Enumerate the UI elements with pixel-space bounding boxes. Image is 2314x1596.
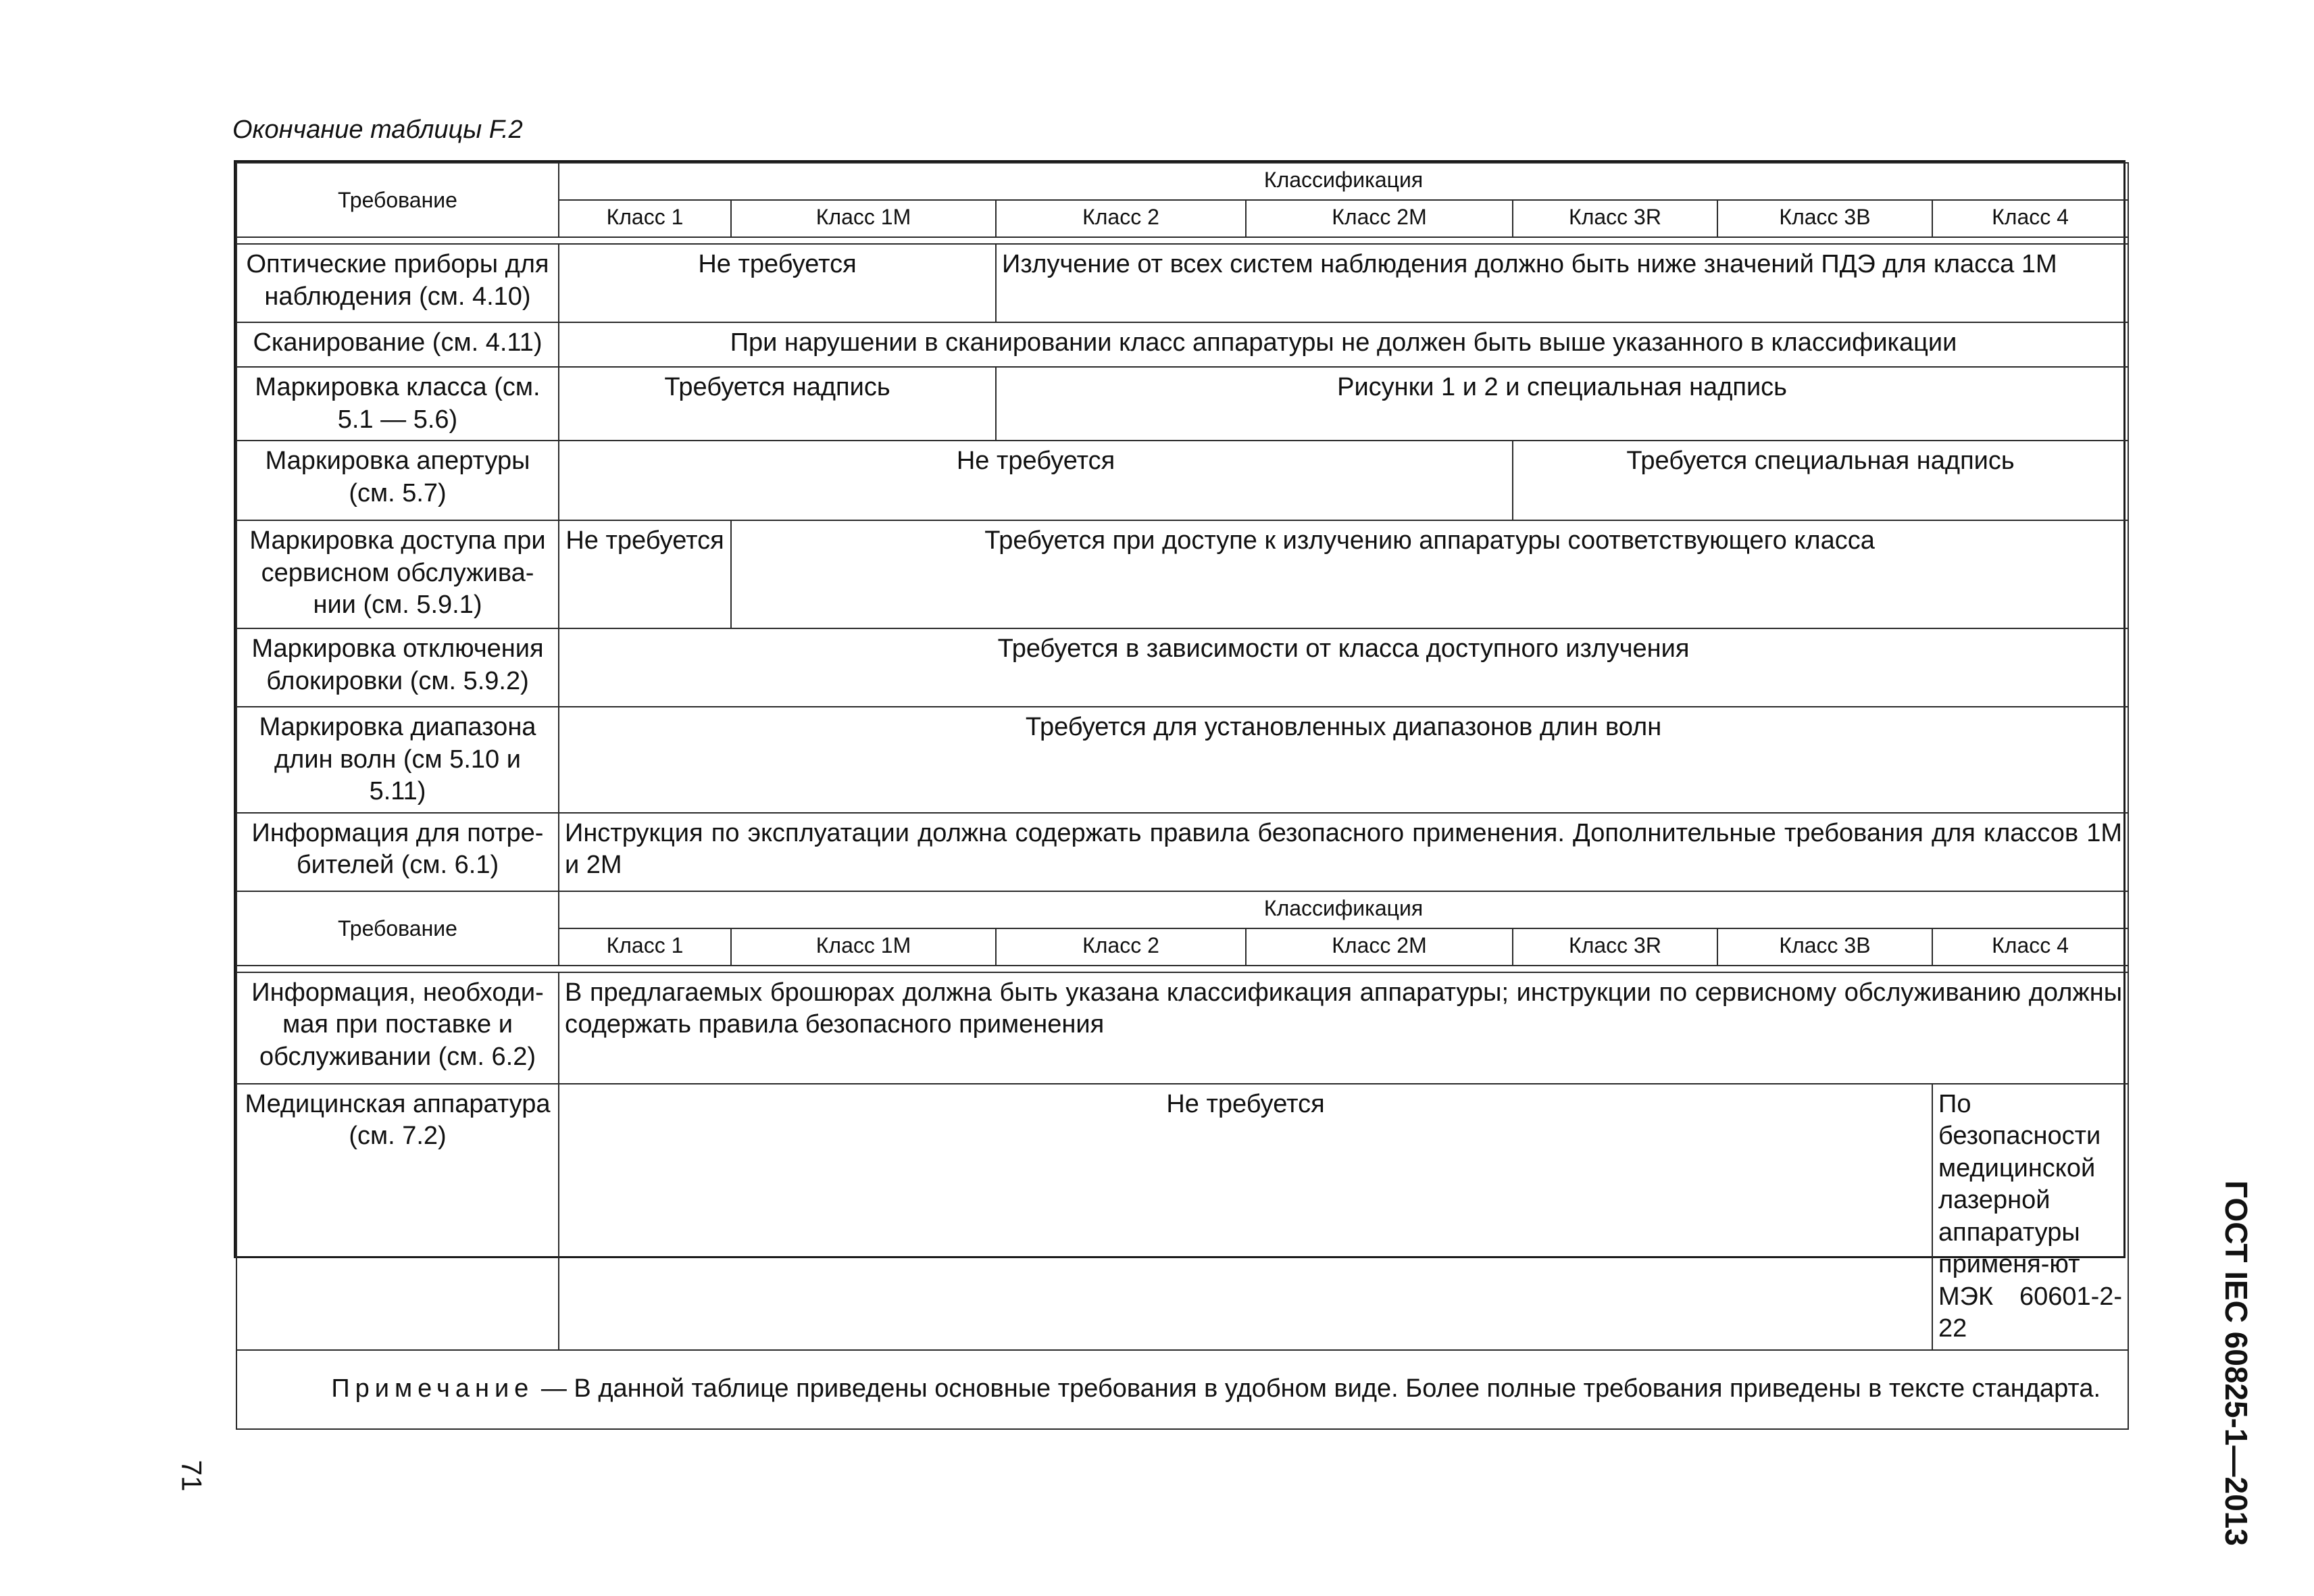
row-class-marking-classes-2-4: Рисунки 1 и 2 и специальная надпись xyxy=(996,367,2128,441)
row-aperture-requirement: Маркировка апертуры (см. 5.7) xyxy=(236,441,559,520)
repeat-header-class-2m: Класс 2М xyxy=(1246,928,1513,966)
repeat-header-class-3r: Класс 3R xyxy=(1513,928,1717,966)
header-class-2m: Класс 2М xyxy=(1246,200,1513,237)
note-row xyxy=(236,1350,2128,1429)
header-class-2: Класс 2 xyxy=(996,200,1246,237)
table-caption: Окончание таблицы F.2 xyxy=(232,116,523,144)
header-class-1m: Класс 1М xyxy=(731,200,996,237)
header-class-3r: Класс 3R xyxy=(1513,200,1717,237)
row-user-info-all-classes: Инструкция по эксплуатации должна содержать правила безопасного применения. Дополнительные требования для классов 1М и 2М xyxy=(559,813,2128,891)
repeat-header-requirement: Требование xyxy=(236,891,559,966)
header-class-3b: Класс 3В xyxy=(1717,200,1932,237)
row-optics-requirement: Оптические приборы для наблюдения (см. 4.10) xyxy=(236,244,559,322)
repeat-header-class-2: Класс 2 xyxy=(996,928,1246,966)
table-row xyxy=(236,813,2128,891)
table-row xyxy=(236,322,2128,367)
note-label: Примечание xyxy=(331,1374,534,1403)
page-number: 71 xyxy=(176,1460,208,1492)
table-row xyxy=(236,367,2128,441)
row-optics-classes-2-4: Излучение от всех систем наблюдения должно быть ниже значений ПДЭ для класса 1М xyxy=(996,244,2128,322)
row-medical-class-4: По безопасности медицинской лазерной аппаратуры применя-ют МЭК 60601-2-22 xyxy=(1932,1084,2128,1350)
row-aperture-classes-3r-4: Требуется специальная надпись xyxy=(1513,441,2128,520)
row-wavelength-all-classes: Требуется для установленных диапазонов длин волн xyxy=(559,707,2128,813)
note-text: — В данной таблице приведены основные требования в удобном виде. Более полные требования приведены в тексте стандарта. xyxy=(534,1374,2101,1403)
header-separator xyxy=(236,237,2128,244)
row-service-access-class-1: Не требуется xyxy=(559,520,731,628)
row-scanning-requirement: Сканирование (см. 4.11) xyxy=(236,322,559,367)
document-code: ГОСТ IEC 60825-1—2013 xyxy=(2219,1180,2254,1546)
row-interlock-all-classes: Требуется в зависимости от класса доступного излучения xyxy=(559,628,2128,707)
table-row xyxy=(236,628,2128,707)
header-requirement: Требование xyxy=(236,163,559,237)
row-optics-classes-1-1m: Не требуется xyxy=(559,244,996,322)
table-row xyxy=(236,707,2128,813)
repeat-header-class-4: Класс 4 xyxy=(1932,928,2128,966)
row-medical-requirement: Медицинская аппаратура (см. 7.2) xyxy=(236,1084,559,1350)
row-scanning-all-classes: При нарушении в сканировании класс аппаратуры не должен быть выше указанного в классификации xyxy=(559,322,2128,367)
repeat-header-class-3b: Класс 3В xyxy=(1717,928,1932,966)
row-supply-info-all-classes: В предлагаемых брошюрах должна быть указана классификация аппаратуры; инструкции по сервисному обслуживанию должны содержать правила безопасного применения xyxy=(559,972,2128,1084)
row-class-marking-requirement: Маркировка класса (см. 5.1 — 5.6) xyxy=(236,367,559,441)
row-class-marking-classes-1-1m: Требуется надпись xyxy=(559,367,996,441)
requirements-table xyxy=(234,160,2126,1403)
header-class-1: Класс 1 xyxy=(559,200,731,237)
row-wavelength-requirement: Маркировка диапазона длин волн (см 5.10 и 5.11) xyxy=(236,707,559,813)
table-row xyxy=(236,520,2128,628)
row-service-access-requirement: Маркировка доступа при сервисном обслужива-нии (см. 5.9.1) xyxy=(236,520,559,628)
table-row xyxy=(236,244,2128,322)
row-supply-info-requirement: Информация, необходи-мая при поставке и обслуживании (см. 6.2) xyxy=(236,972,559,1084)
row-user-info-requirement: Информация для потре-бителей (см. 6.1) xyxy=(236,813,559,891)
row-aperture-classes-1-2m: Не требуется xyxy=(559,441,1513,520)
row-interlock-requirement: Маркировка отключения блокировки (см. 5.9.2) xyxy=(236,628,559,707)
table-row xyxy=(236,441,2128,520)
table-row xyxy=(236,1084,2128,1350)
row-service-access-classes-1m-4: Требуется при доступе к излучению аппаратуры соответствующего класса xyxy=(731,520,2128,628)
header-classification: Классификация xyxy=(559,163,2128,200)
header-separator xyxy=(236,966,2128,972)
repeat-header-class-1: Класс 1 xyxy=(559,928,731,966)
table-row xyxy=(236,972,2128,1084)
repeat-header-classification: Классификация xyxy=(559,891,2128,928)
table-note xyxy=(236,1350,2128,1429)
row-medical-classes-1-3b: Не требуется xyxy=(559,1084,1932,1350)
header-class-4: Класс 4 xyxy=(1932,200,2128,237)
repeat-header-class-1m: Класс 1М xyxy=(731,928,996,966)
